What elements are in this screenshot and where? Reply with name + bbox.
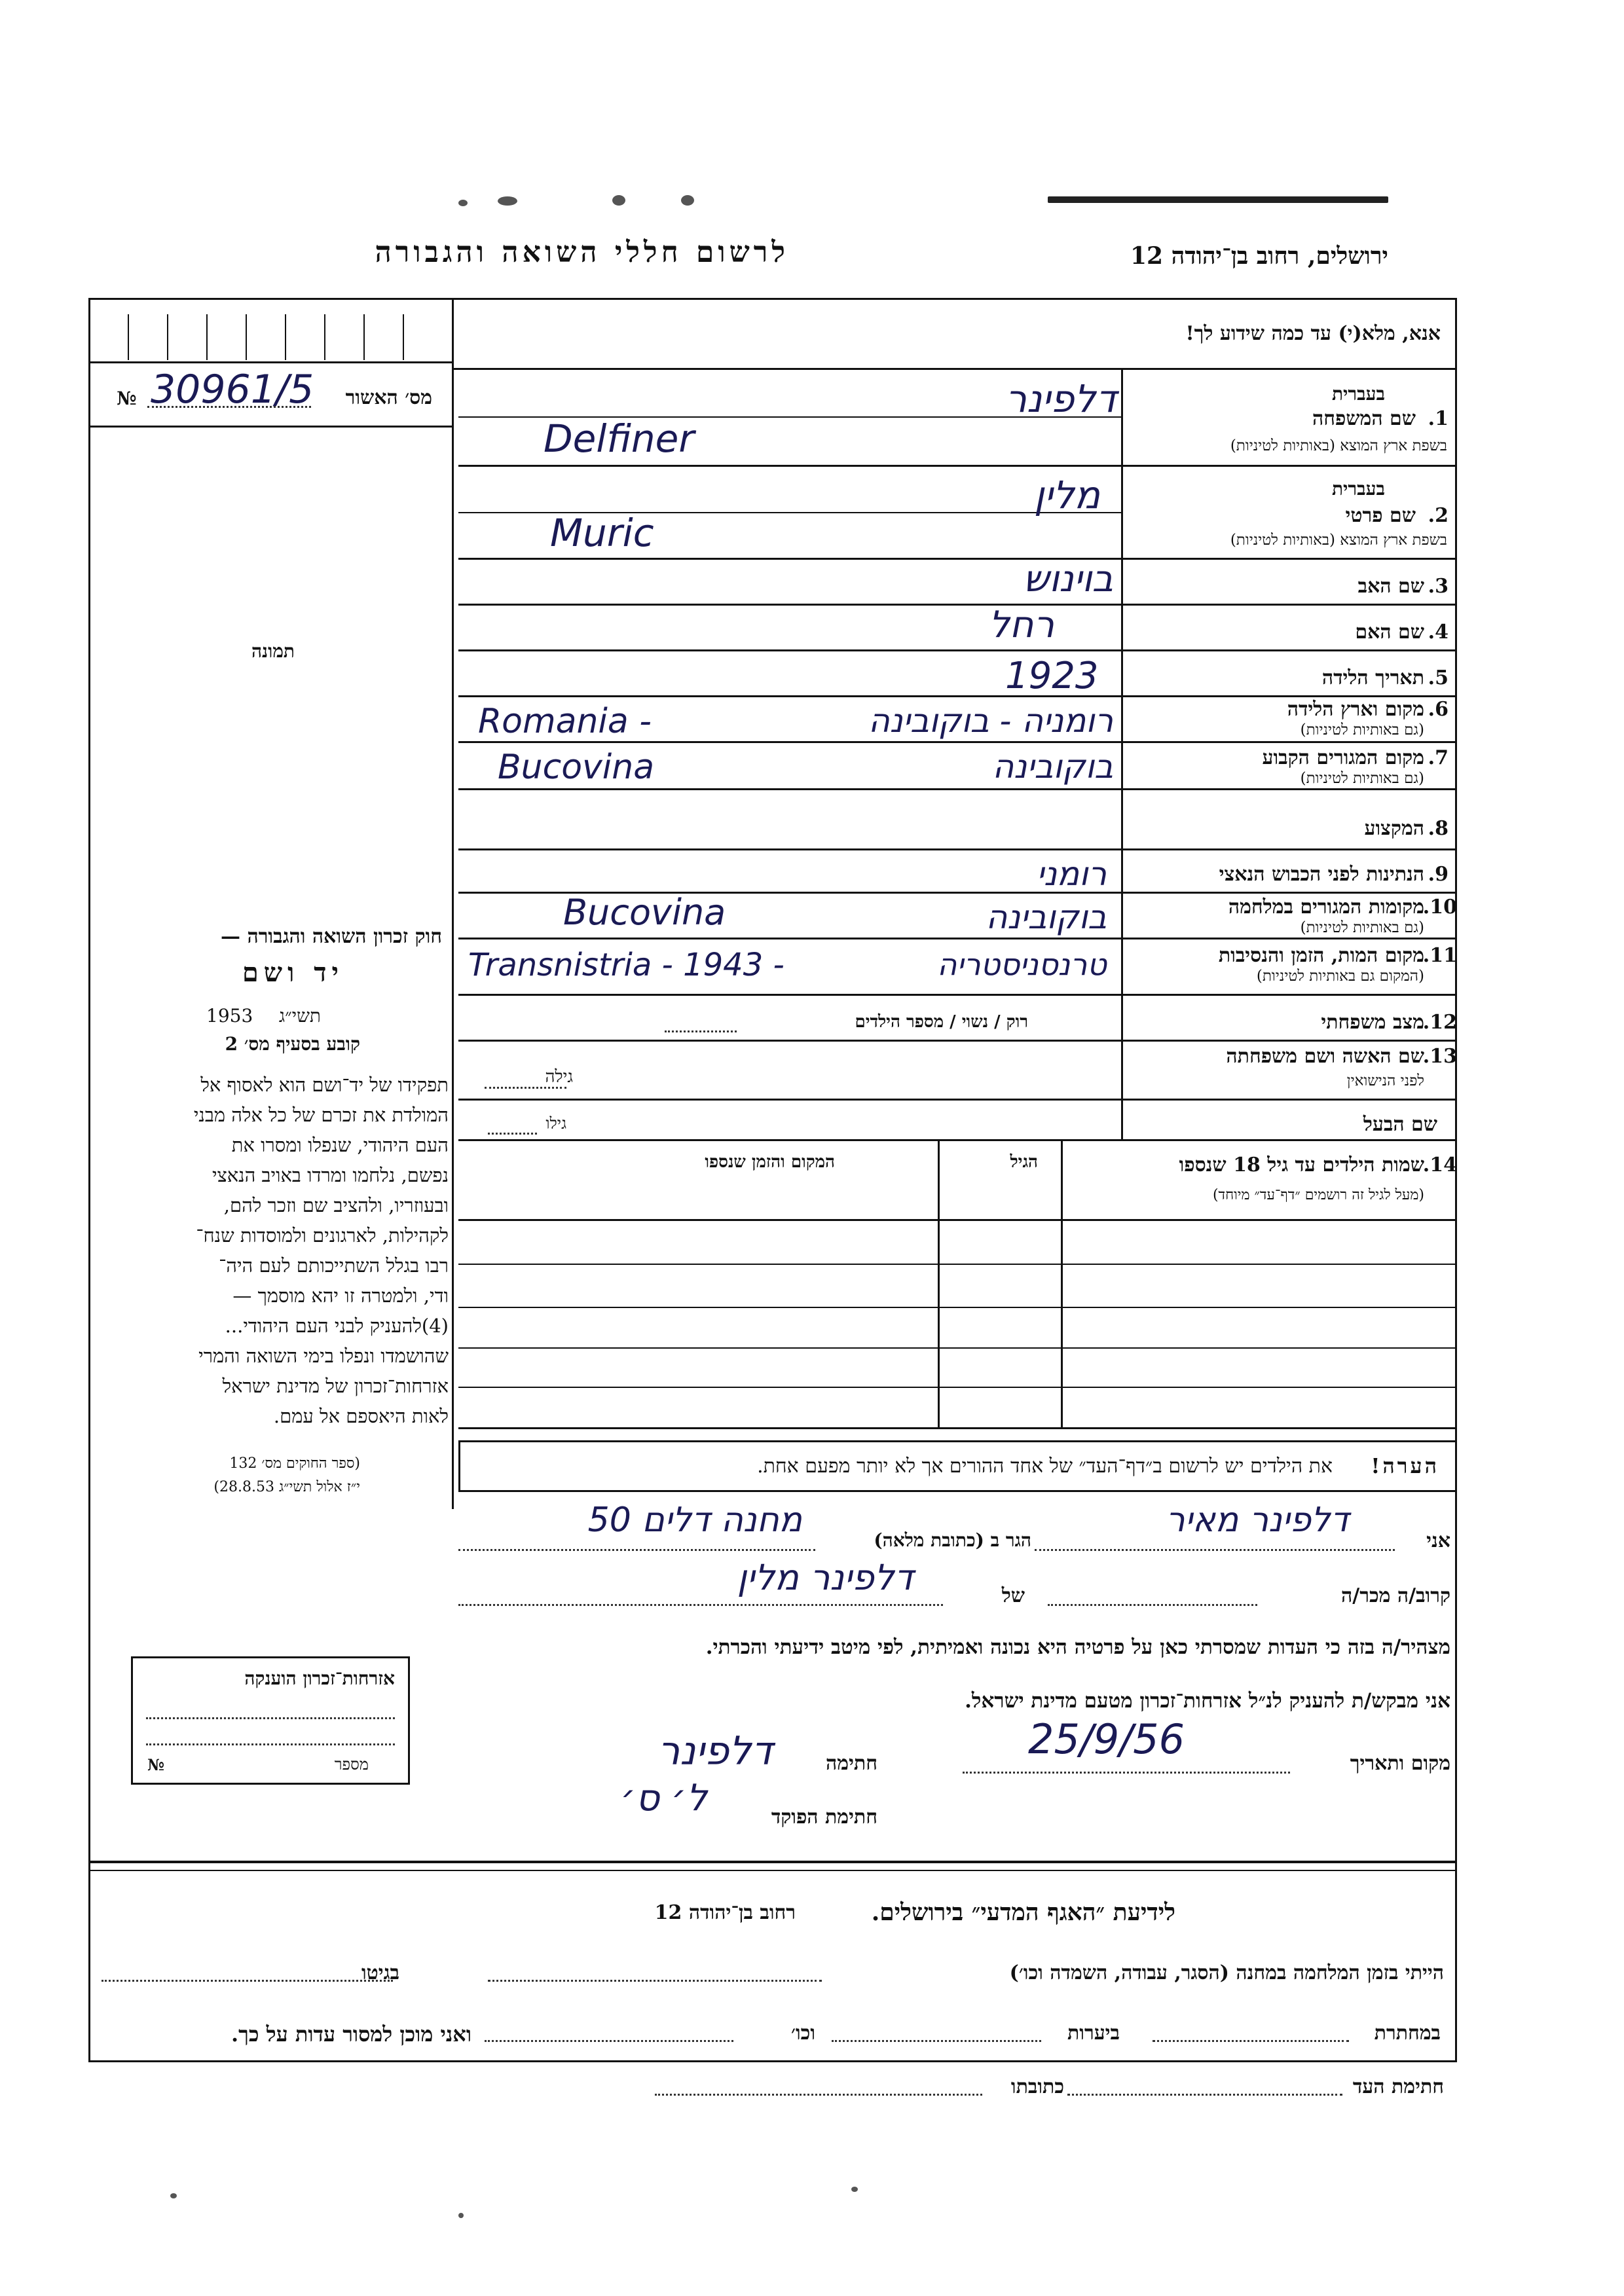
row-line xyxy=(458,649,1457,651)
scan-speck xyxy=(498,196,517,206)
etc-label: וכו׳ xyxy=(791,2022,815,2045)
citizenship-number-prefix: № xyxy=(147,1755,165,1774)
gar-label: הגר ב (כתובת מלאה) xyxy=(874,1529,1031,1551)
law-ref-1: (ספר החוקים מס׳ 132 xyxy=(229,1455,360,1472)
note-box-left xyxy=(458,1440,460,1491)
row-line xyxy=(458,1099,1457,1101)
law-ref-2: י״ז אלול תשי״ג 28.8.53) xyxy=(213,1479,360,1495)
note-box-top xyxy=(458,1440,1457,1442)
shel-line xyxy=(458,1604,943,1606)
f5-label: תאריך הלידה xyxy=(1321,666,1424,689)
law-title: חוק זכרון השואה והגבורה — xyxy=(221,925,442,948)
f11-hebrew-value[interactable]: טרנסניסטריה xyxy=(937,947,1107,982)
children-row xyxy=(458,1347,1457,1349)
children-row xyxy=(458,1307,1457,1308)
bottom-section-top-inner xyxy=(88,1870,1457,1871)
forests-label: ביערות xyxy=(1067,2022,1120,2045)
f2-sub: בשפת ארץ המוצא (באותיות לטיניות) xyxy=(1230,532,1447,549)
row-line xyxy=(458,558,1457,560)
form-frame-top xyxy=(88,298,1457,300)
ani-label: אני xyxy=(1426,1529,1450,1552)
row-line xyxy=(458,604,1457,606)
law-line-2: המולדת את זכרם של כל אלה מבני xyxy=(193,1104,449,1126)
f11-label: מקום המות, הזמן והנסיבות xyxy=(1218,944,1424,967)
f1-num: 1. xyxy=(1428,407,1449,430)
row-line xyxy=(458,1139,1457,1141)
law-line-1: תפקידו של יד־ושם הוא לאסוף אל xyxy=(200,1074,449,1096)
f6-label: מקום וארץ הלידה xyxy=(1287,698,1424,721)
officer-sig-label: חתימת הפוקד xyxy=(771,1806,877,1829)
f3-label: שם האב xyxy=(1357,575,1424,598)
underground-line xyxy=(1153,2040,1349,2042)
husband-label: שם הבעל xyxy=(1363,1113,1437,1136)
photo-label: תמונה xyxy=(251,640,295,662)
scan-speck xyxy=(851,2187,858,2192)
f12-line xyxy=(665,1030,737,1032)
bottom-address-line xyxy=(655,2094,982,2096)
ready-label: ואני מוכן למסור עדות על כך. xyxy=(231,2022,471,2047)
declare-text: מצהיר/ה בזה כי העדות שמסרתי כאן על פרטיה היא נכונה ואמיתית, לפי מיטב ידיעתי והכרתי. xyxy=(705,1635,1450,1659)
law-line-7: רבו בגלל השתייכותם לעם היה־ xyxy=(219,1254,449,1277)
f7-num: 7. xyxy=(1428,746,1449,769)
f8-num: 8. xyxy=(1428,817,1449,840)
f1-sub: בשפת ארץ המוצא (באותיות לטיניות) xyxy=(1230,437,1447,454)
relative-line xyxy=(1048,1604,1257,1606)
tick xyxy=(167,314,168,360)
f1-latin-value[interactable]: Delfiner xyxy=(544,416,695,461)
f6-sub: (גם באותיות לטיניות) xyxy=(1300,721,1424,738)
f1-hebrew-tag: בעברית xyxy=(1331,383,1385,405)
approval-row-bottom xyxy=(88,426,452,428)
f10-sub: (גם באותיות לטיניות) xyxy=(1300,919,1424,936)
tick xyxy=(206,314,208,360)
f14-col-age: הגיל xyxy=(1010,1152,1038,1172)
f7-label: מקום המגורים הקבוע xyxy=(1262,746,1424,769)
children-row xyxy=(458,1387,1457,1388)
tick xyxy=(128,314,129,360)
row-line xyxy=(458,741,1457,743)
date-value[interactable]: 25/9/56 xyxy=(1028,1715,1185,1763)
row-line xyxy=(458,938,1457,939)
row-line xyxy=(458,848,1457,850)
law-line-9: (4)להעניק לבני העם היהודי... xyxy=(225,1315,449,1337)
f8-label: המקצוע xyxy=(1364,817,1424,840)
f2-latin-value[interactable]: Muric xyxy=(550,511,654,555)
address-value[interactable]: מחנה דלים 50 xyxy=(587,1501,802,1540)
law-line-8: ודי, ולמטרה זו יהא מוסמך — xyxy=(232,1285,449,1307)
f11-sub: (המקום גם באותיות לטיניות) xyxy=(1256,968,1424,985)
ghetto-line xyxy=(101,1980,393,1982)
officer-sig-value[interactable]: ל׳ ס׳ xyxy=(620,1777,707,1819)
row-line xyxy=(458,994,1457,996)
ani-line xyxy=(1035,1549,1395,1551)
f13-sub: לפני הנישואין xyxy=(1346,1072,1424,1089)
bottom-title: לידיעת ״האגף המדעי״ בירושלים. xyxy=(871,1899,1175,1926)
f5-num: 5. xyxy=(1428,666,1449,689)
f14-sub: (מעל לגיל זה רושמים ״דף־עד״ מיוחד) xyxy=(1212,1187,1424,1203)
law-line-4: נפשם, נלחמו ומרדו באויב הנאצי xyxy=(212,1164,449,1186)
approval-no-label: מס׳ האשור xyxy=(345,386,432,409)
witness-sig-label: חתימת העד xyxy=(1352,2075,1444,2098)
f4-value[interactable]: רחל xyxy=(988,604,1054,646)
row-line xyxy=(458,695,1457,697)
f10-hebrew-value[interactable]: בוקובינה xyxy=(986,898,1107,936)
left-column-divider xyxy=(452,298,454,1509)
f10-latin-value[interactable]: Bucovina xyxy=(563,892,726,933)
signature-label: חתימה xyxy=(826,1752,877,1775)
f11-num: 11. xyxy=(1422,944,1457,967)
tick xyxy=(403,314,404,360)
approval-no-line xyxy=(147,406,311,408)
law-year-heb: תשי״ג xyxy=(278,1005,321,1027)
header-address: ירושלים, רחוב בן־יהודה 12 xyxy=(1130,242,1388,270)
scan-speck xyxy=(458,2213,464,2218)
form-instruction: אנא, מלא(י) עד כמה שידוע לך! xyxy=(1185,322,1441,345)
law-name: יד ושם xyxy=(242,957,344,988)
law-line-3: העם היהודי, שנפלו ומסרו את xyxy=(231,1134,449,1156)
f2-num: 2. xyxy=(1428,504,1449,527)
citizenship-box xyxy=(131,1656,410,1785)
scan-speck xyxy=(612,195,625,206)
f6-hebrew-value[interactable]: רומניה - בוקובינה xyxy=(868,702,1113,740)
citizenship-line xyxy=(146,1743,395,1745)
bottom-camp-line xyxy=(488,1980,822,1982)
row-line xyxy=(458,1040,1457,1042)
f6-latin-value[interactable]: Romania - xyxy=(478,702,652,741)
f2-label: שם פרטי xyxy=(1345,504,1416,527)
bottom-address-label: כתובתו xyxy=(1010,2075,1064,2098)
witness-sig-line xyxy=(1067,2094,1342,2096)
f12-label: מצב משפחתי xyxy=(1321,1011,1424,1034)
f7-sub: (גם באותיות לטיניות) xyxy=(1300,770,1424,787)
law-clause: קובע בסעיף מס׳ 2 xyxy=(225,1033,360,1055)
signature-value[interactable]: דלפינר xyxy=(657,1728,773,1774)
bottom-line1: הייתי בזמן המלחמה במחנה (הסגר, עבודה, השמדה וכו׳) xyxy=(1009,1961,1444,1984)
law-line-10: שהושמדו ונפלו בימי השואה והמרי xyxy=(198,1345,449,1367)
approval-row-top xyxy=(88,361,452,363)
f7-latin-value[interactable]: Bucovina xyxy=(498,748,655,787)
husband-age-label: גילו xyxy=(545,1114,566,1133)
form-frame-right xyxy=(1455,298,1457,2062)
children-header-bottom xyxy=(458,1219,1457,1221)
f3-num: 3. xyxy=(1428,575,1449,598)
f2-hebrew-value[interactable]: מלין xyxy=(1033,473,1100,517)
f3-value[interactable]: בוינוש xyxy=(1023,558,1113,600)
f9-num: 9. xyxy=(1428,863,1449,886)
f14-num: 14. xyxy=(1422,1154,1457,1176)
instruction-row-bottom xyxy=(452,368,1457,370)
approval-no-prefix: № xyxy=(117,388,137,409)
f4-num: 4. xyxy=(1428,621,1449,644)
place-date-label: מקום ותאריך xyxy=(1350,1752,1450,1775)
law-line-5: ובעוזריו, ולהציב שם וזכר להם, xyxy=(223,1194,449,1216)
bottom-section-top xyxy=(88,1861,1457,1863)
f9-label: הנתינות לפני הכבוש הנאצי xyxy=(1219,863,1424,886)
row-line xyxy=(458,788,1457,790)
children-table-bottom xyxy=(458,1427,1457,1429)
label-value-divider xyxy=(1121,368,1123,1139)
f7-hebrew-value[interactable]: בוקובינה xyxy=(992,748,1113,786)
row-line xyxy=(458,465,1457,467)
f5-value[interactable]: 1923 xyxy=(1005,655,1099,697)
scan-speck xyxy=(458,200,468,206)
scan-speck xyxy=(170,2193,177,2198)
tick xyxy=(246,314,247,360)
f14-col-place-time: המקום והזמן שנספו xyxy=(705,1152,835,1172)
law-year: 1953 xyxy=(206,1005,253,1027)
f13-num: 13. xyxy=(1422,1045,1457,1068)
ani-value[interactable]: דלפינר מאיר xyxy=(1166,1501,1349,1540)
f14-label: שמות הילדים עד גיל 18 שנספו xyxy=(1179,1154,1424,1176)
form-frame-left xyxy=(88,298,90,2062)
f2-hebrew-tag: בעברית xyxy=(1331,478,1385,500)
f13-age-label: גילה xyxy=(545,1067,573,1087)
header-title: לרשום חללי השואה והגבורה xyxy=(375,236,789,269)
note-box-bottom xyxy=(458,1490,1457,1492)
f1-hebrew-value[interactable]: דלפינר xyxy=(1005,376,1116,421)
f4-label: שם האם xyxy=(1355,621,1424,644)
scan-speck xyxy=(681,195,694,206)
shel-label: של xyxy=(1001,1584,1025,1607)
f1-label: שם המשפחה xyxy=(1312,407,1416,430)
ghetto-label: בגיטו xyxy=(361,1961,399,1984)
note-text: את הילדים יש לרשום ב״דף־העד״ של אחד ההורים אך לא יותר מפעם אחת. xyxy=(757,1455,1333,1478)
law-line-12: לאות היאספם אל עמם. xyxy=(273,1405,449,1427)
children-col-divider xyxy=(938,1139,940,1427)
f12-options: רוק / נשוי / מספר הילדים xyxy=(855,1012,1028,1032)
f11-latin-value[interactable]: Transnistria - 1943 - xyxy=(468,947,784,983)
approval-no-value[interactable]: 30961/5 xyxy=(151,367,314,412)
law-line-11: אזרחות־זכרון של מדינת ישראל xyxy=(222,1375,449,1397)
etc-line xyxy=(485,2040,733,2042)
citizenship-line xyxy=(146,1717,395,1719)
f10-label: מקומות המגורים במלחמה xyxy=(1228,896,1424,919)
law-line-6: לקהילות, לארגונים ולמוסדות שנח־ xyxy=(196,1224,449,1247)
note-label: הערה! xyxy=(1371,1453,1439,1478)
form-frame-bottom xyxy=(88,2060,1457,2062)
f13-label: שם האשה ושם משפחתה xyxy=(1226,1045,1424,1068)
f10-num: 10. xyxy=(1422,896,1457,919)
scan-speck xyxy=(1048,196,1388,203)
children-col-divider xyxy=(1061,1139,1063,1427)
request-text: אני מבקש/ת להעניק לנ״ל אזרחות־זכרון מטעם מדינת ישראל. xyxy=(965,1689,1450,1713)
f6-num: 6. xyxy=(1428,698,1449,721)
tick xyxy=(285,314,286,360)
citizenship-title: אזרחות־זכרון הוענקה xyxy=(244,1667,395,1689)
shel-value[interactable]: דלפינר מלין xyxy=(737,1557,913,1598)
tick xyxy=(324,314,325,360)
relative-label: קרוב/ה מכר/ה xyxy=(1341,1584,1450,1607)
place-date-line xyxy=(963,1772,1290,1774)
bottom-address: רחוב בן־יהודה 12 xyxy=(654,1901,796,1924)
f9-value[interactable]: רומני xyxy=(1036,855,1107,893)
f12-num: 12. xyxy=(1422,1011,1457,1034)
forests-line xyxy=(832,2040,1041,2042)
address-line xyxy=(458,1549,815,1551)
underground-label: במחתרת xyxy=(1374,2022,1441,2045)
children-row xyxy=(458,1264,1457,1265)
husband-age-line xyxy=(488,1133,537,1135)
citizenship-number-label: מספר xyxy=(334,1755,369,1774)
f13-age-line xyxy=(485,1087,566,1089)
tick xyxy=(363,314,365,360)
